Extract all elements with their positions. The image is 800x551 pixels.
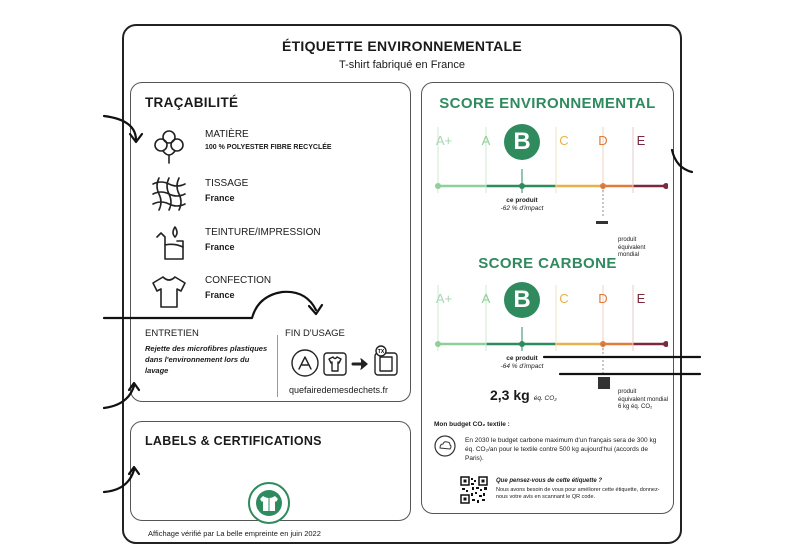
score-carbone-scale [428, 277, 668, 382]
score-env-scale [428, 119, 668, 224]
score-carbone-heading: SCORE CARBONE [478, 255, 617, 272]
qr-code-icon[interactable] [460, 476, 488, 504]
teinture-value: France [205, 242, 235, 252]
tracabilite-heading: TRAÇABILITÉ [145, 95, 239, 110]
env-product-impact: -62 % d'impact [500, 205, 544, 212]
track-dot-end [663, 183, 668, 189]
co2-cloud-icon [434, 435, 456, 457]
env-equiv-line-2: équivalent [618, 244, 646, 251]
confection-value: France [205, 290, 235, 300]
scores-panel [421, 82, 674, 514]
trace-item-matiere [149, 123, 399, 167]
env-equiv-line-3: mondial [618, 252, 640, 258]
co2-world-product-icon [598, 377, 610, 389]
carbon-value [490, 387, 557, 405]
budget-text: En 2030 le budget carbone maximum d'un français sera de 300 kg éq. CO₂/an pour le textile contre 500 kg aujourd'hui (accords de Paris). [465, 437, 657, 462]
weave-icon [149, 174, 189, 214]
tx-badge: TX [377, 349, 385, 355]
co2-equiv-line-3: 6 kg éq. CO₂ [618, 404, 653, 410]
entretien-heading: ENTRETIEN [145, 328, 199, 339]
grade-d: D [598, 133, 608, 148]
dye-tank-icon [149, 223, 189, 263]
qr-text: Nous avons besoin de vous pour améliorer cette étiquette, donnez-nous votre avis en scannant le QR code. [496, 487, 660, 501]
trace-item-teinture [149, 221, 399, 265]
env-equiv-line-1: produit [618, 237, 637, 243]
co2-product-marker [519, 341, 525, 347]
grade-a-plus: A+ [435, 133, 453, 148]
co2-product-label: ce produit [506, 355, 538, 362]
section-divider [277, 335, 278, 397]
matiere-value: 100 % POLYESTER FIBRE RECYCLÉE [205, 144, 332, 151]
grade-b-active: B [504, 124, 540, 160]
grade-a: A [481, 133, 491, 148]
co2-track-dot-start [435, 341, 441, 347]
tissage-value: France [205, 193, 235, 203]
matiere-title: MATIÈRE [205, 129, 249, 140]
environmental-label-card [122, 24, 682, 544]
label-subtitle: T-shirt fabriqué en France [339, 59, 465, 71]
co2-equivalent-text [618, 389, 668, 412]
track-dot-start [435, 183, 441, 189]
co2-equiv-line-1: produit [618, 389, 637, 395]
teinture-title: TEINTURE/IMPRESSION [205, 227, 321, 238]
budget-section [434, 421, 664, 462]
fin-usage-heading: FIN D'USAGE [285, 328, 345, 339]
gots-logo-icon [248, 482, 290, 524]
trace-item-confection [149, 269, 399, 313]
co2-grade-e: E [636, 291, 646, 306]
tissage-title: TISSAGE [205, 178, 249, 189]
co2-grade-d: D [598, 291, 608, 306]
co2-grade-a-plus: A+ [435, 291, 453, 306]
labels-heading: LABELS & CERTIFICATIONS [145, 434, 322, 448]
labels-certifications-panel [130, 421, 411, 521]
tracabilite-panel [130, 82, 411, 402]
co2-product-impact: -64 % d'impact [500, 363, 544, 370]
co2-grade-b-active: B [504, 282, 540, 318]
recycling-instructions-icon [291, 345, 403, 379]
score-env-heading: SCORE ENVIRONNEMENTAL [439, 95, 656, 112]
entretien-section [145, 328, 270, 377]
entretien-text: Rejette des microfibres plastiques dans l'environnement lors du lavage [145, 344, 268, 375]
fin-usage-url[interactable]: quefairedemesdechets.fr [289, 385, 389, 395]
world-product-icon [596, 221, 608, 224]
trace-item-tissage [149, 172, 399, 216]
label-title: ÉTIQUETTE ENVIRONNEMENTALE [281, 38, 523, 54]
label-footer: Affichage vérifié par La belle empreinte en juin 2022 [148, 529, 321, 538]
env-product-label: ce produit [506, 197, 538, 204]
co2-track-dot-end [663, 341, 668, 347]
grade-c: C [559, 133, 569, 148]
qr-title: Que pensez-vous de cette étiquette ? [496, 478, 603, 484]
confection-title: CONFECTION [205, 275, 272, 286]
tshirt-icon [149, 271, 189, 311]
co2-grade-c: C [559, 291, 569, 306]
product-marker [519, 183, 525, 189]
budget-title: Mon budget CO₂ textile : [434, 421, 510, 428]
carbon-unit: éq. CO₂ [533, 395, 557, 402]
co2-grade-a: A [481, 291, 491, 306]
carbon-amount: 2,3 kg [490, 387, 530, 403]
cotton-flower-icon [149, 125, 189, 165]
grade-e: E [636, 133, 646, 148]
co2-equiv-line-2: équivalent mondial [618, 396, 669, 403]
fin-usage-section [285, 328, 407, 395]
